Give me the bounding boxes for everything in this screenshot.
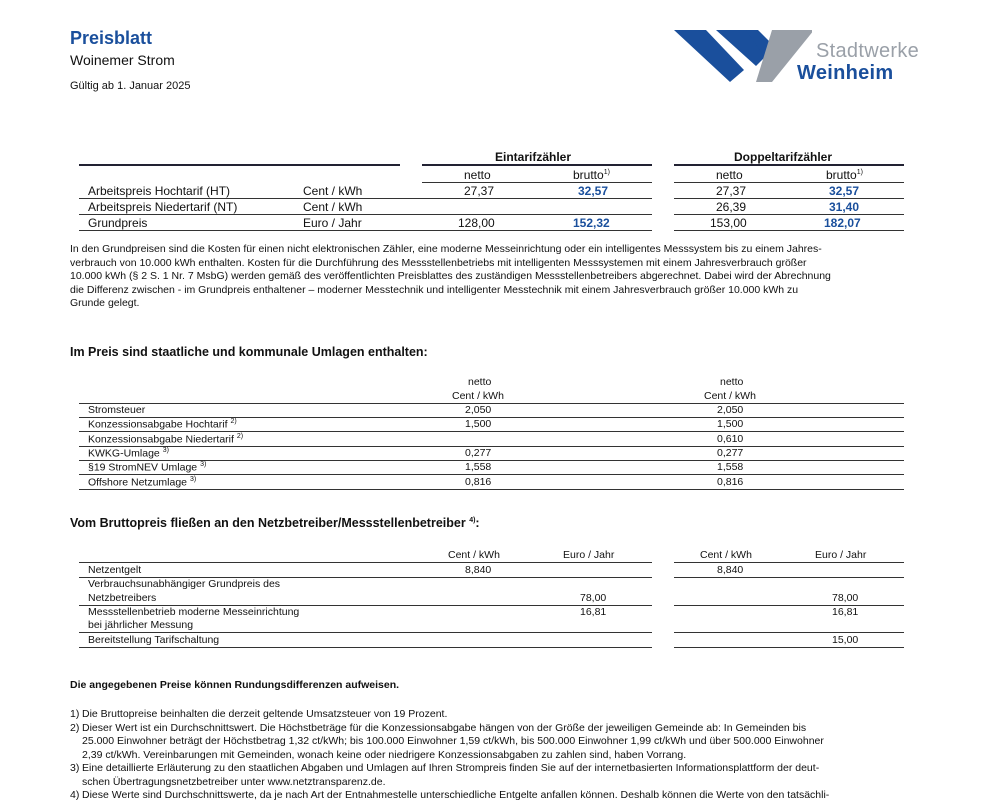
divider <box>674 632 904 633</box>
footnote-text: Diese Werte sind Durchschnittswerte, da je nach Art der Entnahmestelle unterschiedliche Entgelte anfallen können. Deshalb können die Werte von den tatsächli- <box>82 789 830 801</box>
divider <box>79 647 652 648</box>
value: 78,00 <box>580 592 607 604</box>
value: 78,00 <box>832 592 859 604</box>
levy-value: 1,558 <box>465 461 492 474</box>
footnotes <box>70 708 920 803</box>
divider <box>79 562 652 563</box>
col-netto: netto <box>464 168 491 182</box>
divider <box>422 182 652 183</box>
info-paragraph: In den Grundpreisen sind die Kosten für einen nicht elektronischen Zähler, eine moderne Messeinrichtung oder ein intelligentes Messsystem bis zu einem Jahres- verbrauch von 10.000 kWh enthalten. Kosten für die Durchführung des Messstellenbetriebs mit intelligenten Messsystemen mit einem Jahresverbrauch größer 10.000 kWh (§ 2 S. 1 Nr. 7 MsbG) werden gemäß des veröffentlichten Preisblattes des zuständigen Messstellenbetreibers abgerechnet. Dabei wird der Abrechnung die Differenz zwischen - im Grundpreis enthaltener – moderner Messtechnik und intelligenter Messtechnik mit einem Jahresverbrauch größer 10.000 kWh zu Grunde gelegt. <box>70 243 831 309</box>
logo-text-weinheim: Weinheim <box>797 62 894 84</box>
footnote-text: Die Bruttopreise beinhalten die derzeit geltende Umsatzsteuer von 19 Prozent. <box>82 708 448 720</box>
levies-heading: Im Preis sind staatliche und kommunale Umlagen enthalten: <box>70 345 428 359</box>
value: 27,37 <box>716 184 747 198</box>
divider <box>674 647 904 648</box>
divider <box>674 562 904 563</box>
levy-value: 1,500 <box>717 418 744 431</box>
col-brutto: brutto$^{1)}$ <box>573 168 610 182</box>
row-label: Arbeitspreis Niedertarif (NT) <box>88 200 238 214</box>
divider <box>79 446 904 447</box>
network-row-label: bei jährlicher Messung <box>88 619 194 631</box>
divider <box>79 632 652 633</box>
col-brutto: brutto$^{1)}$ <box>826 168 863 182</box>
value: 27,37 <box>464 184 495 198</box>
divider <box>79 403 904 404</box>
value: 26,39 <box>716 200 747 214</box>
footnote-number: 4) <box>70 789 80 801</box>
divider <box>674 230 904 231</box>
page-title: Preisblatt <box>70 28 153 48</box>
levy-value: 0,816 <box>717 475 744 488</box>
levy-value: 2,050 <box>717 404 744 416</box>
levies-col-netto: netto <box>468 376 492 388</box>
network-col-ct: Cent / kWh <box>448 549 500 561</box>
divider <box>674 577 904 578</box>
row-unit: Cent / kWh <box>303 184 363 198</box>
divider <box>79 474 904 475</box>
divider <box>79 230 652 231</box>
levy-value: 1,500 <box>465 418 492 431</box>
value-brutto: 31,40 <box>829 200 860 214</box>
group-eintarif: Eintarifzähler <box>495 150 572 164</box>
network-row-label: Bereitstellung Tarifschaltung <box>88 634 220 646</box>
value: 16,81 <box>832 606 859 618</box>
logo-text-stadtwerke: Stadtwerke <box>816 40 920 62</box>
row-label: Grundpreis <box>88 216 148 230</box>
divider <box>674 182 904 183</box>
valid-from: Gültig ab 1. Januar 2025 <box>70 80 191 92</box>
value: 153,00 <box>710 216 747 230</box>
levy-value: 2,050 <box>465 404 492 416</box>
footnote-item <box>70 722 920 763</box>
footnote-item <box>70 762 920 789</box>
footnote-item <box>70 708 920 722</box>
footnote-number: 3) <box>70 762 80 774</box>
network-col-eur: Euro / Jahr <box>815 549 867 561</box>
levy-value: 0,816 <box>465 475 492 488</box>
levy-row-label: §19 StromNEV Umlage $^{3)}$ <box>88 461 207 474</box>
footnote-number: 2) <box>70 721 80 734</box>
row-label: Arbeitspreis Hochtarif (HT) <box>88 184 231 198</box>
value-brutto: 32,57 <box>829 184 860 198</box>
divider <box>674 164 904 166</box>
divider <box>79 164 400 166</box>
levy-value: 0,277 <box>717 446 744 459</box>
value: 15,00 <box>832 634 859 646</box>
value-brutto: 152,32 <box>573 216 610 230</box>
value: 16,81 <box>580 606 607 618</box>
divider <box>79 214 652 215</box>
value: 8,840 <box>465 564 492 576</box>
divider <box>79 489 904 490</box>
levy-value: 1,558 <box>717 461 744 474</box>
levy-value: 0,610 <box>717 432 744 445</box>
network-col-ct: Cent / kWh <box>700 549 752 561</box>
network-col-eur: Euro / Jahr <box>563 549 615 561</box>
network-heading: Vom Bruttopreis fließen an den Netzbetreiber/Messstellenbetreiber $^{4)}$: <box>70 516 480 530</box>
value: 128,00 <box>458 216 495 230</box>
divider <box>674 198 904 199</box>
network-row-label: Messstellenbetrieb moderne Messeinrichtung <box>88 606 300 618</box>
footnote-number: 1) <box>70 708 80 720</box>
footnote-item <box>70 789 920 803</box>
levy-row-label: Offshore Netzumlage $^{3)}$ <box>88 475 197 488</box>
levies-col-netto: netto <box>720 376 744 388</box>
row-unit: Euro / Jahr <box>303 216 362 230</box>
divider <box>79 198 652 199</box>
stadtwerke-logo <box>672 26 922 86</box>
rounding-note: Die angegebenen Preise können Rundungsdifferenzen aufweisen. <box>70 679 400 691</box>
network-row-label: Netzbetreibers <box>88 592 157 604</box>
col-netto: netto <box>716 168 743 182</box>
levies-col-unit: Cent / kWh <box>452 390 504 402</box>
network-row-label: Netzentgelt <box>88 564 142 576</box>
row-unit: Cent / kWh <box>303 200 363 214</box>
group-doppeltarif: Doppeltarifzähler <box>734 150 833 164</box>
levy-row-label: Konzessionsabgabe Niedertarif $^{2)}$ <box>88 432 244 446</box>
divider <box>674 214 904 215</box>
network-row-label: Verbrauchsunabhängiger Grundpreis des <box>88 578 281 590</box>
divider <box>422 164 652 166</box>
levy-row-label: Stromsteuer <box>88 404 146 416</box>
logo-mark-icon <box>672 26 812 86</box>
footnote-text: Dieser Wert ist ein Durchschnittswert. Die Höchstbeträge für die Konzessionsabgabe hängen von der Größe der jeweiligen Gemeinde ab: In Gemeinden bis 25.000 Einwohner beträgt der Höchstbetrag 1,32 ct/kWh; bis 100.000 Einwohner 1,59 ct/kWh, bis 500.000 Einwohner 1,99 ct/kWh und über 500.000 Einwohner 2,39 ct/kWh. Vereinbarungen mit Gemeinden, wonach keine oder niedrigere Konzessionsabgaben zu zahlen sind, haben Vorrang. <box>82 721 824 761</box>
levy-row-label: KWKG-Umlage $^{3)}$ <box>88 446 169 460</box>
divider <box>674 605 904 606</box>
value-brutto: 182,07 <box>824 216 861 230</box>
value: 8,840 <box>717 564 744 576</box>
product-name: Woinemer Strom <box>70 52 175 68</box>
levy-row-label: Konzessionsabgabe Hochtarif $^{2)}$ <box>88 418 237 431</box>
value-brutto: 32,57 <box>578 184 609 198</box>
levy-value: 0,277 <box>465 446 492 459</box>
footnote-text: Eine detaillierte Erläuterung zu den staatlichen Abgaben und Umlagen auf Ihren Strompreis finden Sie auf der internetbasierten Informationsplattform der deut- schen Übertragungsnetzbetreiber unter www.netztransparenz.de. <box>82 762 820 788</box>
levies-col-unit: Cent / kWh <box>704 390 756 402</box>
